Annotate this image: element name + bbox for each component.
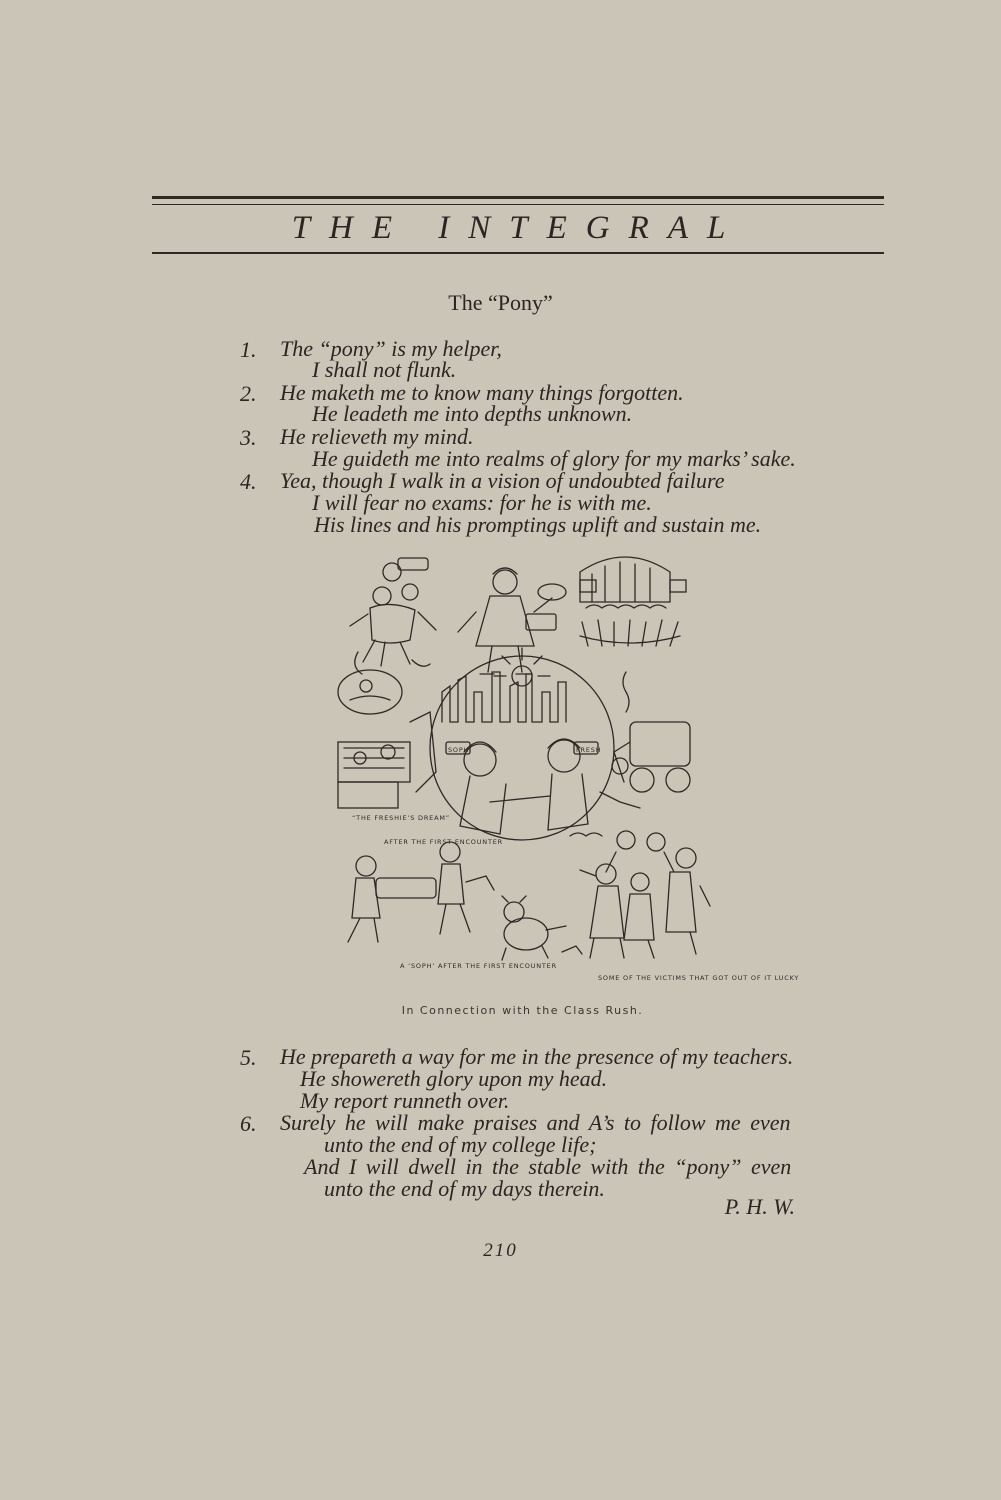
freshie-dream-sketch xyxy=(338,670,436,808)
header-rule-bottom xyxy=(152,252,884,254)
verse-3-line-2: He guideth me into realms of glory for my marks’ sake. xyxy=(312,446,796,471)
verse-1-line-2: I shall not flunk. xyxy=(312,357,457,382)
verse-4-line-1: Yea, though I walk in a vision of undoubted failure xyxy=(280,468,725,493)
verse-number-3: 3. xyxy=(240,425,257,450)
verse-2-line-2: He leadeth me into depths unknown. xyxy=(312,401,633,426)
verse-number-2: 2. xyxy=(240,381,257,406)
verse-5-line-1: He prepareth a way for me in the presence of my teachers. xyxy=(280,1044,794,1069)
pony-helper-sketch xyxy=(458,568,566,674)
label-victims: SOME OF THE VICTIMS THAT GOT OUT OF IT LUCKY xyxy=(598,974,800,982)
verse-5-line-2: He showereth glory upon my head. xyxy=(300,1066,608,1091)
label-freshie-dream: “THE FRESHIE’S DREAM” xyxy=(352,814,450,822)
header-rule-top-thin xyxy=(152,204,884,205)
label-soph-after-first: A ‘SOPH’ AFTER THE FIRST ENCOUNTER xyxy=(400,962,557,970)
verse-6-line-4: unto the end of my days therein. xyxy=(324,1176,605,1201)
verse-3-line-1: He relieveth my mind. xyxy=(280,424,474,449)
header-rule-top-thick xyxy=(152,196,884,199)
verse-number-5: 5. xyxy=(240,1045,257,1070)
label-sign-fresh: FRESH xyxy=(576,746,602,754)
stretcher-sketch xyxy=(348,842,494,942)
verse-4-line-2: I will fear no exams: for he is with me. xyxy=(312,490,652,515)
verse-number-1: 1. xyxy=(240,337,257,362)
verse-1-line-1: The “pony” is my helper, xyxy=(280,336,502,361)
verse-4-line-3: His lines and his promptings uplift and sustain me. xyxy=(314,512,762,537)
stage-crowd-sketch xyxy=(580,557,686,646)
verse-2-line-1: He maketh me to know many things forgotten. xyxy=(280,380,684,405)
poem-title: The “Pony” xyxy=(448,290,553,315)
illustration-caption: In Connection with the Class Rush. xyxy=(401,1004,644,1017)
verse-6-line-1: Surely he will make praises and A’s to follow me even xyxy=(280,1110,791,1135)
verse-6-line-2: unto the end of my college life; xyxy=(324,1132,597,1157)
running-sophs-sketch xyxy=(350,558,436,674)
page-number: 210 xyxy=(483,1240,518,1261)
rush-fight-circle-sketch xyxy=(430,648,614,840)
verse-number-4: 4. xyxy=(240,469,257,494)
dog-sketch xyxy=(502,896,582,960)
verse-number-6: 6. xyxy=(240,1111,257,1136)
verse-6-line-3: And I will dwell in the stable with the “pony” even xyxy=(304,1154,792,1179)
verse-5-line-3: My report runneth over. xyxy=(300,1088,510,1113)
header-title: THE INTEGRAL xyxy=(291,210,745,246)
victims-group-sketch xyxy=(570,831,710,958)
class-rush-illustration xyxy=(330,552,800,1000)
author-signature: P. H. W. xyxy=(724,1194,795,1219)
label-sign-soph: SOPH xyxy=(448,746,470,754)
label-after-first-encounter: AFTER THE FIRST ENCOUNTER xyxy=(384,838,503,846)
